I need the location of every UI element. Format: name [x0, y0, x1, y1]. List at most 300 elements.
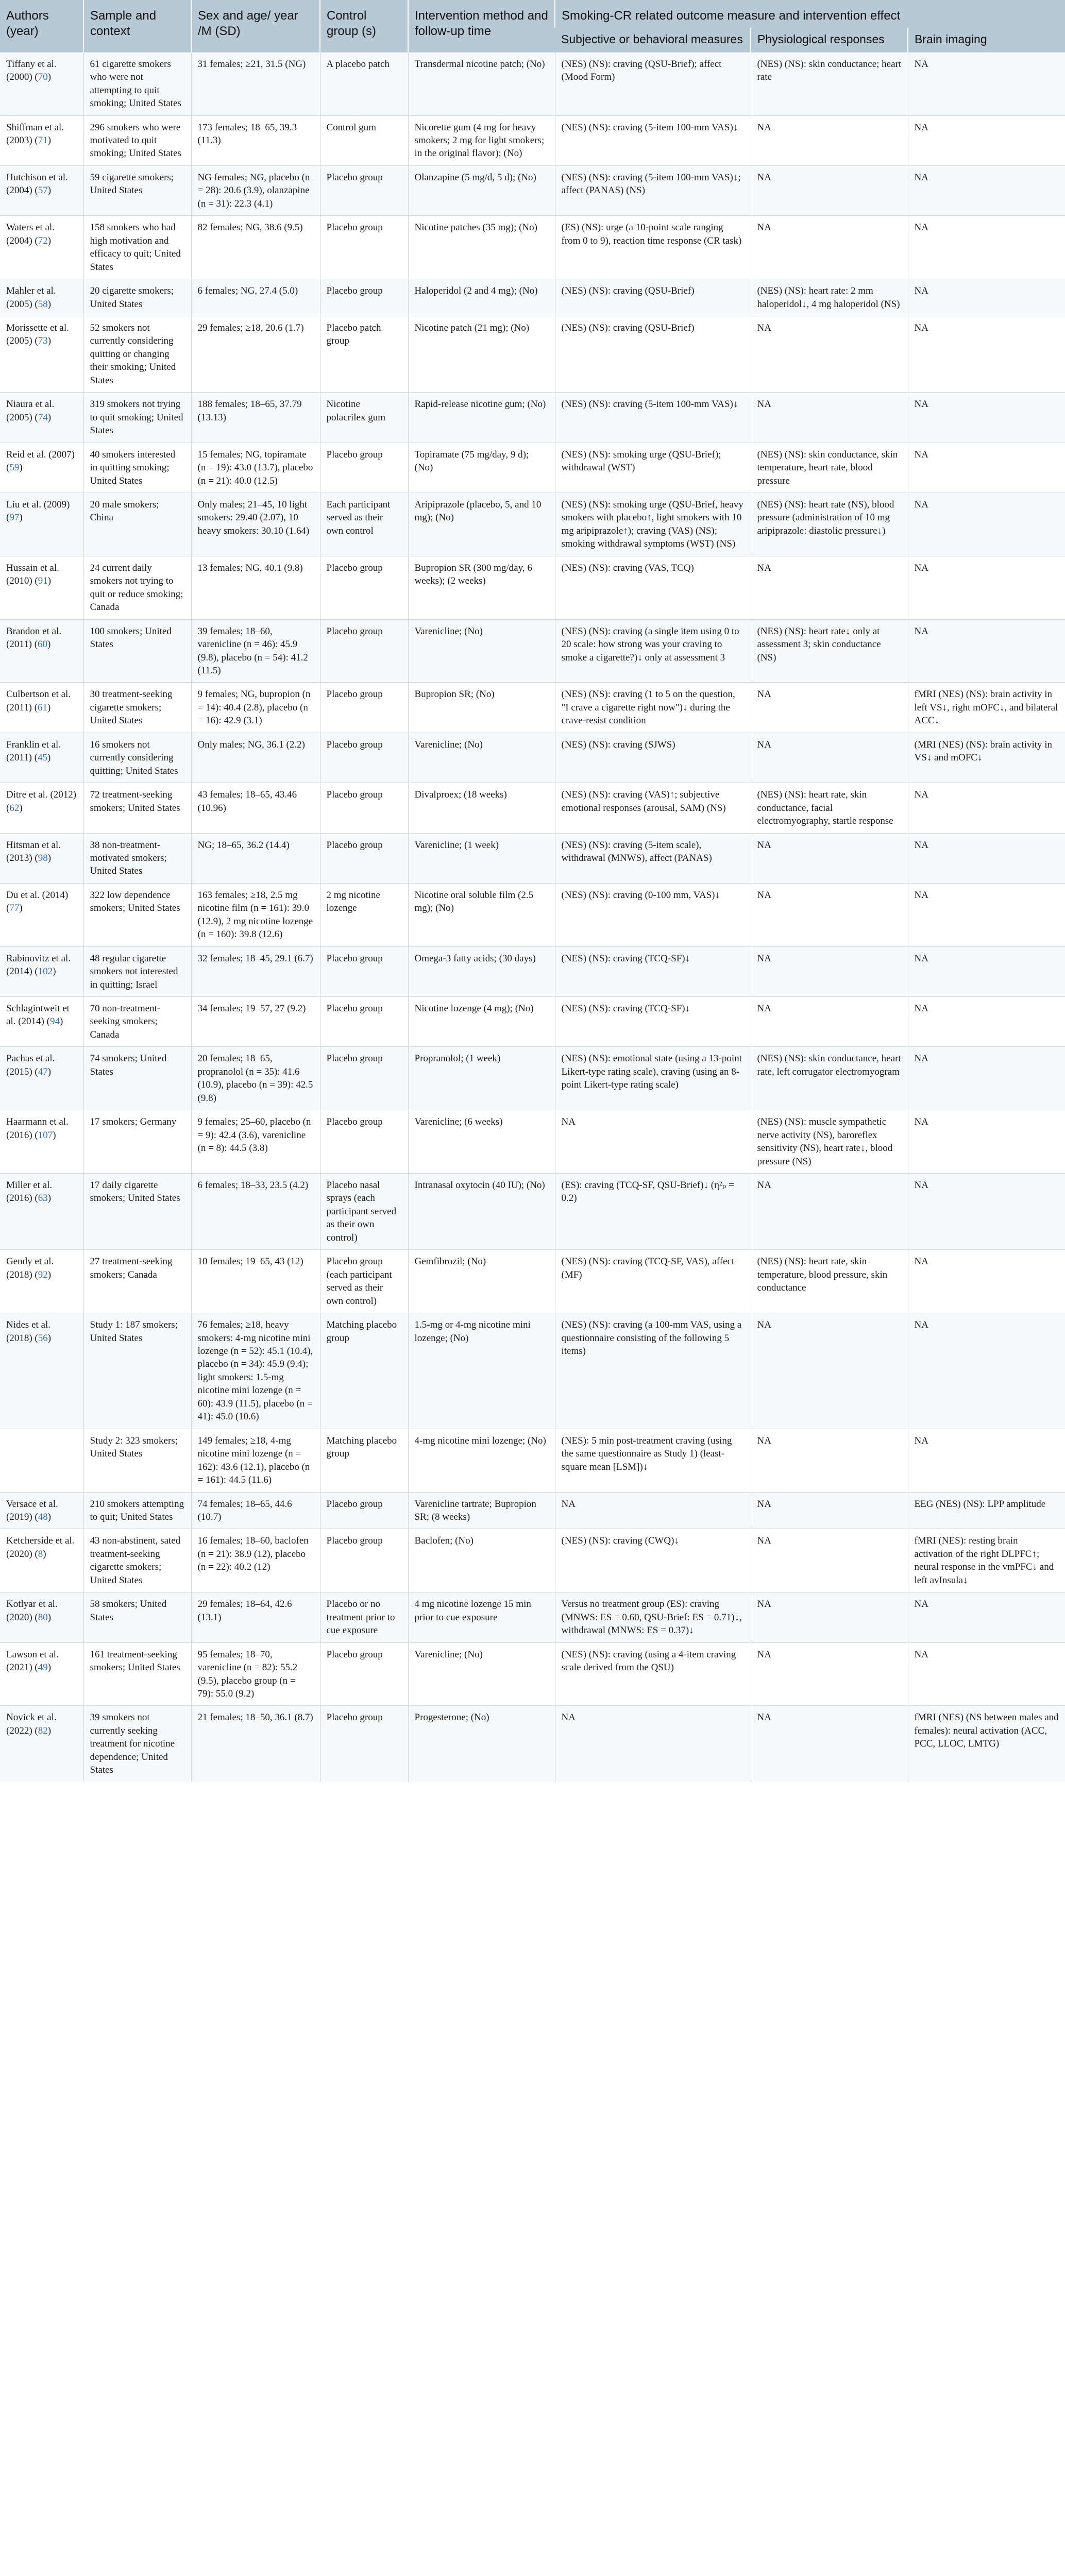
cell-author: [0, 1706, 83, 1782]
cell-sex-age: 74 females; 18–65, 44.6 (10.7): [191, 1492, 320, 1529]
cell-author: [0, 393, 83, 443]
reference-link[interactable]: 8: [38, 1548, 43, 1560]
cell-subjective: (NES) (NS): emotional state (using a 13-point Likert-type rating scale), craving (using an 8-point Likert-type rating scale): [555, 1047, 751, 1110]
cell-intervention: Aripiprazole (placebo, 5, and 10 mg); (No): [408, 493, 555, 556]
cell-sex-age: NG females; NG, placebo (n = 28): 20.6 (3.9), olanzapine (n = 31): 22.3 (4.1): [191, 165, 320, 215]
author-text: Ketcherside et al. (2020) (: [6, 1535, 75, 1560]
table-row: [0, 1642, 1065, 1706]
cell-physio: NA: [751, 1706, 908, 1782]
table-row: [0, 1492, 1065, 1529]
cell-control: Placebo group (each participant served as their own control): [320, 1250, 408, 1313]
table-row: [0, 883, 1065, 946]
cell-intervention: Bupropion SR (300 mg/day, 6 weeks); (2 weeks): [408, 556, 555, 619]
reference-close-paren: ): [47, 412, 52, 423]
table-row: [0, 1110, 1065, 1174]
cell-intervention: Haloperidol (2 and 4 mg); (No): [408, 279, 555, 316]
table-row: [0, 393, 1065, 443]
table-row: [0, 165, 1065, 215]
cell-intervention: Olanzapine (5 mg/d, 5 d); (No): [408, 165, 555, 215]
reference-close-paren: ): [47, 1725, 52, 1736]
cell-subjective: (NES) (NS): craving (VAS)↑; subjective emotional responses (arousal, SAM) (NS): [555, 783, 751, 833]
cell-author: [0, 1047, 83, 1110]
cell-control: Each participant served as their own control: [320, 493, 408, 556]
cell-subjective: (ES) (NS): urge (a 10-point scale ranging from 0 to 9), reaction time response (CR task): [555, 216, 751, 279]
reference-close-paren: ): [53, 966, 56, 977]
author-text: Ditre et al. (2012) (: [6, 789, 77, 814]
cell-subjective: (NES) (NS): smoking urge (QSU-Brief); withdrawal (WST): [555, 443, 751, 493]
cell-intervention: Nicotine lozenge (4 mg); (No): [408, 997, 555, 1047]
cell-subjective: (NES) (NS): craving (TCQ-SF)↓: [555, 946, 751, 996]
cell-control: Placebo group: [320, 1492, 408, 1529]
cell-control: Placebo group: [320, 783, 408, 833]
author-text: Reid et al. (2007) (: [6, 449, 75, 473]
cell-author: [0, 1592, 83, 1642]
cell-brain: NA: [908, 1174, 1065, 1250]
cell-subjective: (NES) (NS): craving (QSU-Brief): [555, 279, 751, 316]
author-text: Nides et al. (2018) (: [6, 1319, 51, 1344]
cell-author: [0, 1250, 83, 1313]
cell-author: [0, 52, 83, 115]
cell-intervention: Propranolol; (1 week): [408, 1047, 555, 1110]
cell-sample: 27 treatment-seeking smokers; Canada: [83, 1250, 191, 1313]
cell-author: [0, 683, 83, 733]
cell-brain: NA: [908, 493, 1065, 556]
cell-sex-age: 32 females; 18–45, 29.1 (6.7): [191, 946, 320, 996]
cell-brain: NA: [908, 1429, 1065, 1492]
cell-author: [0, 733, 83, 783]
cell-control: Matching placebo group: [320, 1429, 408, 1492]
reference-link[interactable]: 56: [38, 1332, 48, 1344]
cell-sample: 74 smokers; United States: [83, 1047, 191, 1110]
cell-control: Placebo group: [320, 216, 408, 279]
reference-link[interactable]: 72: [38, 235, 48, 246]
cell-sample: 70 non-treatment-seeking smokers; Canada: [83, 997, 191, 1047]
cell-physio: NA: [751, 165, 908, 215]
cell-control: Placebo group: [320, 165, 408, 215]
table-row: [0, 997, 1065, 1047]
cell-sex-age: 16 females; 18–60, baclofen (n = 21): 38.9 (12), placebo (n = 22): 40.2 (12): [191, 1529, 320, 1592]
cell-physio: NA: [751, 1529, 908, 1592]
cell-sex-age: 29 females; ≥18, 20.6 (1.7): [191, 316, 320, 393]
header-subjective: Subjective or behavioral measures: [555, 28, 751, 52]
header-intervention: Intervention method and follow-up time: [408, 0, 555, 52]
cell-physio: NA: [751, 883, 908, 946]
cell-author: [0, 1492, 83, 1529]
author-text: Hussain et al. (2010) (: [6, 562, 59, 587]
cell-physio: NA: [751, 1592, 908, 1642]
author-text: Schlagintweit et al. (2014) (: [6, 1003, 70, 1027]
cell-intervention: Nicorette gum (4 mg for heavy smokers; 2 mg for light smokers; in the original flavor); (No): [408, 115, 555, 165]
reference-close-paren: ): [43, 1548, 46, 1560]
cell-sex-age: 95 females; 18–70, varenicline (n = 82): 55.2 (9.5), placebo group (n = 79): 55.0 (9.2): [191, 1642, 320, 1706]
cell-brain: fMRI (NES) (NS between males and females): neural activation (ACC, PCC, LLOC, LMTG): [908, 1706, 1065, 1782]
cell-sample: Study 1: 187 smokers; United States: [83, 1313, 191, 1429]
reference-link[interactable]: 70: [38, 72, 48, 83]
table-row: [0, 493, 1065, 556]
cell-control: Placebo group: [320, 946, 408, 996]
cell-subjective: (NES) (NS): craving (0-100 mm, VAS)↓: [555, 883, 751, 946]
cell-sex-age: 188 females; 18–65, 37.79 (13.13): [191, 393, 320, 443]
cell-author: [0, 1529, 83, 1592]
cell-subjective: (NES) (NS): craving (TCQ-SF)↓: [555, 997, 751, 1047]
cell-sex-age: 163 females; ≥18, 2.5 mg nicotine film (n = 161): 39.0 (12.9), 2 mg nicotine lozenge (n = 160): 39.8 (12.6): [191, 883, 320, 946]
cell-sex-age: 20 females; 18–65, propranolol (n = 35): 41.6 (10.9), placebo (n = 39): 42.5 (9.8): [191, 1047, 320, 1110]
cell-physio: NA: [751, 1313, 908, 1429]
cell-brain: NA: [908, 52, 1065, 115]
cell-sex-age: 76 females; ≥18, heavy smokers: 4-mg nicotine mini lozenge (n = 52): 45.1 (10.4), placebo (n = 34): 45.9 (9.4); light smokers: 1.5-mg nicotine mini lozenge (n = 60): 43.9 (11.5), placebo (n = 41): 45.0 (10.6): [191, 1313, 320, 1429]
reference-link[interactable]: 59: [9, 462, 20, 473]
cell-control: Placebo group: [320, 279, 408, 316]
author-text: Rabinovitz et al. (2014) (: [6, 953, 71, 977]
cell-control: Placebo group: [320, 1706, 408, 1782]
cell-sample: 58 smokers; United States: [83, 1592, 191, 1642]
cell-control: Placebo group: [320, 556, 408, 619]
cell-brain: fMRI (NES) (NS): brain activity in left VS↓, right mOFC↓, and bilateral ACC↓: [908, 683, 1065, 733]
cell-sample: 40 smokers interested in quitting smoking; United States: [83, 443, 191, 493]
cell-control: Placebo group: [320, 619, 408, 683]
cell-author: [0, 279, 83, 316]
cell-sample: 20 male smokers; China: [83, 493, 191, 556]
cell-physio: NA: [751, 216, 908, 279]
cell-control: Placebo group: [320, 443, 408, 493]
cell-subjective: (NES) (NS): craving (1 to 5 on the question, "I crave a cigarette right now")↓ during the crave-resist condition: [555, 683, 751, 733]
reference-link[interactable]: 107: [38, 1129, 53, 1141]
cell-brain: NA: [908, 1313, 1065, 1429]
cell-control: Placebo group: [320, 683, 408, 733]
cell-intervention: Bupropion SR; (No): [408, 683, 555, 733]
cell-author: [0, 619, 83, 683]
cell-sample: 30 treatment-seeking cigarette smokers; United States: [83, 683, 191, 733]
author-text: Hutchison et al. (2004) (: [6, 172, 68, 196]
reference-link[interactable]: 82: [38, 1725, 48, 1736]
cell-physio: (NES) (NS): heart rate, skin conductance, facial electromyography, startle response: [751, 783, 908, 833]
cell-physio: NA: [751, 1429, 908, 1492]
cell-physio: (NES) (NS): heart rate: 2 mm haloperidol↓, 4 mg haloperidol (NS): [751, 279, 908, 316]
cell-physio: NA: [751, 833, 908, 883]
cell-physio: NA: [751, 733, 908, 783]
cell-author: [0, 556, 83, 619]
cell-subjective: (NES) (NS): craving (5-item scale), withdrawal (MNWS), affect (PANAS): [555, 833, 751, 883]
cell-control: Placebo group: [320, 1110, 408, 1174]
header-sample: Sample and context: [83, 0, 191, 52]
cell-author: [0, 1642, 83, 1706]
cell-brain: NA: [908, 833, 1065, 883]
cell-author: [0, 493, 83, 556]
cell-subjective: (NES) (NS): craving (QSU-Brief); affect (Mood Form): [555, 52, 751, 115]
reference-link[interactable]: 91: [38, 575, 48, 587]
reference-link[interactable]: 98: [38, 852, 48, 863]
cell-sample: Study 2: 323 smokers; United States: [83, 1429, 191, 1492]
reference-link[interactable]: 45: [38, 752, 48, 764]
reference-link[interactable]: 57: [38, 185, 48, 196]
author-text: Morissette et al. (2005) (: [6, 323, 69, 347]
header-control: Control group (s): [320, 0, 408, 52]
author-text: Lawson et al. (2021) (: [6, 1649, 59, 1673]
cell-brain: NA: [908, 783, 1065, 833]
reference-close-paren: ): [19, 462, 23, 473]
author-text: Versace et al. (2019) (: [6, 1498, 58, 1522]
cell-physio: NA: [751, 316, 908, 393]
cell-control: Nicotine polacrilex gum: [320, 393, 408, 443]
cell-author: [0, 316, 83, 393]
reference-link[interactable]: 63: [38, 1193, 48, 1204]
cell-physio: (NES) (NS): heart rate (NS), blood pressure (administration of 10 mg aripiprazole: diastolic pressure↓): [751, 493, 908, 556]
cell-sex-age: 9 females; NG, bupropion (n = 14): 40.4 (2.8), placebo (n = 16): 42.9 (3.1): [191, 683, 320, 733]
author-text: Tiffany et al. (2000) (: [6, 58, 57, 83]
cell-intervention: Varenicline; (No): [408, 733, 555, 783]
cell-subjective: (NES) (NS): craving (a single item using 0 to 20 scale: how strong was your craving to smoke a cigarette?)↓ only at assessment 3: [555, 619, 751, 683]
cell-subjective: Versus no treatment group (ES): craving (MNWS: ES = 0.60, QSU-Brief: ES = 0.71)↓, withdrawal (MNWS: ES = 0.37)↓: [555, 1592, 751, 1642]
cell-brain: NA: [908, 1047, 1065, 1110]
cell-intervention: Progesterone; (No): [408, 1706, 555, 1782]
cell-subjective: (NES) (NS): craving (TCQ-SF, VAS), affect (MF): [555, 1250, 751, 1313]
cell-control: Placebo group: [320, 1642, 408, 1706]
reference-link[interactable]: 49: [38, 1662, 48, 1673]
reference-close-paren: ): [47, 1511, 52, 1522]
table-row: [0, 1592, 1065, 1642]
cell-control: 2 mg nicotine lozenge: [320, 883, 408, 946]
cell-sample: 322 low dependence smokers; United States: [83, 883, 191, 946]
reference-close-paren: ): [47, 752, 51, 764]
cell-control: Placebo patch group: [320, 316, 408, 393]
reference-link[interactable]: 62: [9, 802, 20, 814]
author-text: Culbertson et al. (2011) (: [6, 689, 71, 713]
cell-subjective: NA: [555, 1110, 751, 1174]
cell-intervention: Transdermal nicotine patch; (No): [408, 52, 555, 115]
cell-physio: NA: [751, 683, 908, 733]
author-text: Shiffman et al. (2003) (: [6, 122, 64, 146]
cell-intervention: Intranasal oxytocin (40 IU); (No): [408, 1174, 555, 1250]
cell-sample: 100 smokers; United States: [83, 619, 191, 683]
table-row: [0, 1047, 1065, 1110]
author-text: Waters et al. (2004) (: [6, 222, 55, 246]
cell-physio: NA: [751, 115, 908, 165]
reference-link[interactable]: 58: [38, 298, 48, 310]
cell-subjective: (ES): craving (TCQ-SF, QSU-Brief)↓ (η²ₚ = 0.2): [555, 1174, 751, 1250]
table-row: [0, 1313, 1065, 1429]
table-row: [0, 683, 1065, 733]
reference-close-paren: ): [19, 802, 23, 814]
cell-sample: 52 smokers not currently considering quitting or changing their smoking; United States: [83, 316, 191, 393]
cell-sample: 296 smokers who were motivated to quit smoking; United States: [83, 115, 191, 165]
table-row: [0, 216, 1065, 279]
reference-close-paren: ): [47, 72, 52, 83]
cell-control: Placebo nasal sprays (each participant served as their own control): [320, 1174, 408, 1250]
cell-author: [0, 165, 83, 215]
table-row: [0, 316, 1065, 393]
cell-sample: 319 smokers not trying to quit smoking; United States: [83, 393, 191, 443]
reference-link[interactable]: 60: [38, 639, 48, 650]
cell-intervention: Varenicline tartrate; Bupropion SR; (8 weeks): [408, 1492, 555, 1529]
cell-physio: (NES) (NS): heart rate↓ only at assessment 3; skin conductance (NS): [751, 619, 908, 683]
reference-close-paren: ): [47, 135, 52, 146]
cell-physio: NA: [751, 946, 908, 996]
cell-physio: NA: [751, 997, 908, 1047]
cell-sex-age: 173 females; 18–65, 39.3 (11.3): [191, 115, 320, 165]
cell-intervention: Varenicline; (1 week): [408, 833, 555, 883]
cell-intervention: 1.5-mg or 4-mg nicotine mini lozenge; (No): [408, 1313, 555, 1429]
reference-link[interactable]: 74: [38, 412, 48, 423]
cell-subjective: (NES) (NS): craving (QSU-Brief): [555, 316, 751, 393]
reference-close-paren: ): [47, 185, 52, 196]
cell-physio: (NES) (NS): skin conductance, skin temperature, heart rate, blood pressure: [751, 443, 908, 493]
table-row: [0, 1529, 1065, 1592]
cell-sex-age: 149 females; ≥18, 4-mg nicotine mini lozenge (n = 162): 43.6 (12.1), placebo (n = 161): 44.5 (11.6): [191, 1429, 320, 1492]
reference-close-paren: ): [47, 1662, 52, 1673]
cell-brain: EEG (NES) (NS): LPP amplitude: [908, 1492, 1065, 1529]
cell-brain: NA: [908, 316, 1065, 393]
cell-intervention: Topiramate (75 mg/day, 9 d); (No): [408, 443, 555, 493]
cell-intervention: Varenicline; (No): [408, 1642, 555, 1706]
cell-sample: 20 cigarette smokers; United States: [83, 279, 191, 316]
cell-brain: NA: [908, 165, 1065, 215]
cell-intervention: Rapid-release nicotine gum; (No): [408, 393, 555, 443]
cell-subjective: NA: [555, 1492, 751, 1529]
reference-link[interactable]: 73: [38, 335, 48, 347]
cell-sex-age: 9 females; 25–60, placebo (n = 9): 42.4 (3.6), varenicline (n = 8): 44.5 (3.8): [191, 1110, 320, 1174]
cell-brain: NA: [908, 279, 1065, 316]
author-text: Novick et al. (2022) (: [6, 1712, 57, 1736]
cell-sample: 16 smokers not currently considering quitting; United States: [83, 733, 191, 783]
reference-link[interactable]: 94: [49, 1016, 60, 1027]
cell-subjective: (NES) (NS): craving (a 100-mm VAS, using a questionnaire consisting of the following 5 items): [555, 1313, 751, 1429]
cell-sex-age: 43 females; 18–65, 43.46 (10.96): [191, 783, 320, 833]
cell-author: [0, 946, 83, 996]
cell-sex-age: 10 females; 19–65, 43 (12): [191, 1250, 320, 1313]
reference-link[interactable]: 80: [38, 1612, 48, 1623]
cell-intervention: Nicotine patches (35 mg); (No): [408, 216, 555, 279]
cell-brain: NA: [908, 216, 1065, 279]
header-sex-age: Sex and age/ year /M (SD): [191, 0, 320, 52]
cell-brain: NA: [908, 443, 1065, 493]
cell-brain: NA: [908, 556, 1065, 619]
cell-sex-age: 39 females; 18–60, varenicline (n = 46): 45.9 (9.8), placebo (n = 54): 41.2 (11.5): [191, 619, 320, 683]
cell-subjective: (NES) (NS): craving (5-item 100-mm VAS)↓; affect (PANAS) (NS): [555, 165, 751, 215]
table-row: [0, 783, 1065, 833]
cell-brain: NA: [908, 1250, 1065, 1313]
cell-sex-age: Only males; NG, 36.1 (2.2): [191, 733, 320, 783]
author-text: Franklin et al. (2011) (: [6, 739, 61, 764]
cell-author: [0, 997, 83, 1047]
cell-sample: 17 daily cigarette smokers; United States: [83, 1174, 191, 1250]
author-text: Pachas et al. (2015) (: [6, 1053, 55, 1077]
table-row: [0, 733, 1065, 783]
cell-sex-age: 29 females; 18–64, 42.6 (13.1): [191, 1592, 320, 1642]
cell-subjective: (NES) (NS): craving (5-item 100-mm VAS)↓: [555, 115, 751, 165]
cell-control: Placebo group: [320, 733, 408, 783]
cell-brain: (MRI (NES) (NS): brain activity in VS↓ and mOFC↓: [908, 733, 1065, 783]
cell-control: Matching placebo group: [320, 1313, 408, 1429]
cell-sex-age: 31 females; ≥21, 31.5 (NG): [191, 52, 320, 115]
cell-intervention: Nicotine oral soluble film (2.5 mg); (No): [408, 883, 555, 946]
reference-link[interactable]: 61: [38, 702, 48, 713]
cell-brain: NA: [908, 1642, 1065, 1706]
cell-subjective: (NES): 5 min post-treatment craving (using the same questionnaire as Study 1) (least-square mean [LSM])↓: [555, 1429, 751, 1492]
cell-author: [0, 1429, 83, 1492]
cell-intervention: Divalproex; (18 weeks): [408, 783, 555, 833]
cell-physio: (NES) (NS): skin conductance; heart rate: [751, 52, 908, 115]
cell-author: [0, 1313, 83, 1429]
table-header: [0, 0, 1065, 52]
reference-link[interactable]: 71: [38, 135, 48, 146]
cell-brain: NA: [908, 619, 1065, 683]
cell-sample: 39 smokers not currently seeking treatment for nicotine dependence; United States: [83, 1706, 191, 1782]
cell-control: Placebo or no treatment prior to cue exposure: [320, 1592, 408, 1642]
cell-physio: (NES) (NS): muscle sympathetic nerve activity (NS), baroreflex sensitivity (NS), heart rate↓, blood pressure (NS): [751, 1110, 908, 1174]
cell-intervention: 4 mg nicotine lozenge 15 min prior to cue exposure: [408, 1592, 555, 1642]
cell-intervention: Varenicline; (No): [408, 619, 555, 683]
cell-sex-age: 13 females; NG, 40.1 (9.8): [191, 556, 320, 619]
reference-close-paren: ): [59, 1016, 63, 1027]
cell-subjective: (NES) (NS): craving (VAS, TCQ): [555, 556, 751, 619]
reference-close-paren: ): [19, 903, 23, 914]
cell-control: Placebo group: [320, 1529, 408, 1592]
cell-sample: 43 non-abstinent, sated treatment-seeking cigarette smokers; United States: [83, 1529, 191, 1592]
reference-link[interactable]: 102: [38, 966, 53, 977]
table-row: [0, 443, 1065, 493]
cell-subjective: (NES) (NS): craving (CWQ)↓: [555, 1529, 751, 1592]
table-row: [0, 556, 1065, 619]
author-text: Du et al. (2014) (: [6, 889, 69, 914]
cell-sample: 61 cigarette smokers who were not attempting to quit smoking; United States: [83, 52, 191, 115]
cell-author: [0, 833, 83, 883]
cell-author: [0, 443, 83, 493]
table-row: [0, 619, 1065, 683]
reference-link[interactable]: 47: [38, 1066, 48, 1077]
cell-physio: (NES) (NS): skin conductance, heart rate, left corrugator electromyogram: [751, 1047, 908, 1110]
reference-close-paren: ): [47, 1269, 52, 1280]
cell-brain: fMRI (NES): resting brain activation of the right DLPFC↑; neural response in the vmPFC↓ and left avInsula↓: [908, 1529, 1065, 1592]
cell-control: A placebo patch: [320, 52, 408, 115]
cell-physio: (NES) (NS): heart rate, skin temperature, blood pressure, skin conductance: [751, 1250, 908, 1313]
cell-sample: 158 smokers who had high motivation and efficacy to quit; United States: [83, 216, 191, 279]
cell-intervention: Gemfibrozil; (No): [408, 1250, 555, 1313]
cell-subjective: (NES) (NS): craving (using a 4-item craving scale derived from the QSU): [555, 1642, 751, 1706]
cell-sex-age: 82 females; NG, 38.6 (9.5): [191, 216, 320, 279]
cell-brain: NA: [908, 1110, 1065, 1174]
table-row: [0, 1250, 1065, 1313]
cell-author: [0, 783, 83, 833]
cell-intervention: Nicotine patch (21 mg); (No): [408, 316, 555, 393]
reference-link[interactable]: 92: [38, 1269, 48, 1280]
cell-brain: NA: [908, 393, 1065, 443]
cell-brain: NA: [908, 115, 1065, 165]
cell-intervention: 4-mg nicotine mini lozenge; (No): [408, 1429, 555, 1492]
cell-physio: NA: [751, 556, 908, 619]
cell-sample: 59 cigarette smokers; United States: [83, 165, 191, 215]
author-text: Mahler et al. (2005) (: [6, 285, 56, 310]
cell-author: [0, 1174, 83, 1250]
cell-intervention: Varenicline; (6 weeks): [408, 1110, 555, 1174]
cell-subjective: (NES) (NS): craving (SJWS): [555, 733, 751, 783]
cell-control: Placebo group: [320, 997, 408, 1047]
reference-close-paren: ): [47, 235, 52, 246]
cell-control: Control gum: [320, 115, 408, 165]
cell-intervention: Baclofen; (No): [408, 1529, 555, 1592]
reference-link[interactable]: 48: [38, 1511, 48, 1522]
table-row: [0, 279, 1065, 316]
table-row: [0, 52, 1065, 115]
reference-link[interactable]: 77: [9, 903, 20, 914]
reference-link[interactable]: 97: [9, 512, 20, 523]
cell-subjective: (NES) (NS): smoking urge (QSU-Brief, heavy smokers with placebo↑, light smokers with 10 mg aripiprazole↑); craving (VAS) (NS); smoking withdrawal symptoms (WST) (NS): [555, 493, 751, 556]
table-row: [0, 1706, 1065, 1782]
reference-close-paren: ): [47, 1332, 52, 1344]
header-outcome-group: Smoking-CR related outcome measure and intervention effect: [555, 0, 1065, 28]
cell-sample: 48 regular cigarette smokers not interested in quitting; Israel: [83, 946, 191, 996]
table-row: [0, 946, 1065, 996]
cell-sex-age: 6 females; NG, 27.4 (5.0): [191, 279, 320, 316]
